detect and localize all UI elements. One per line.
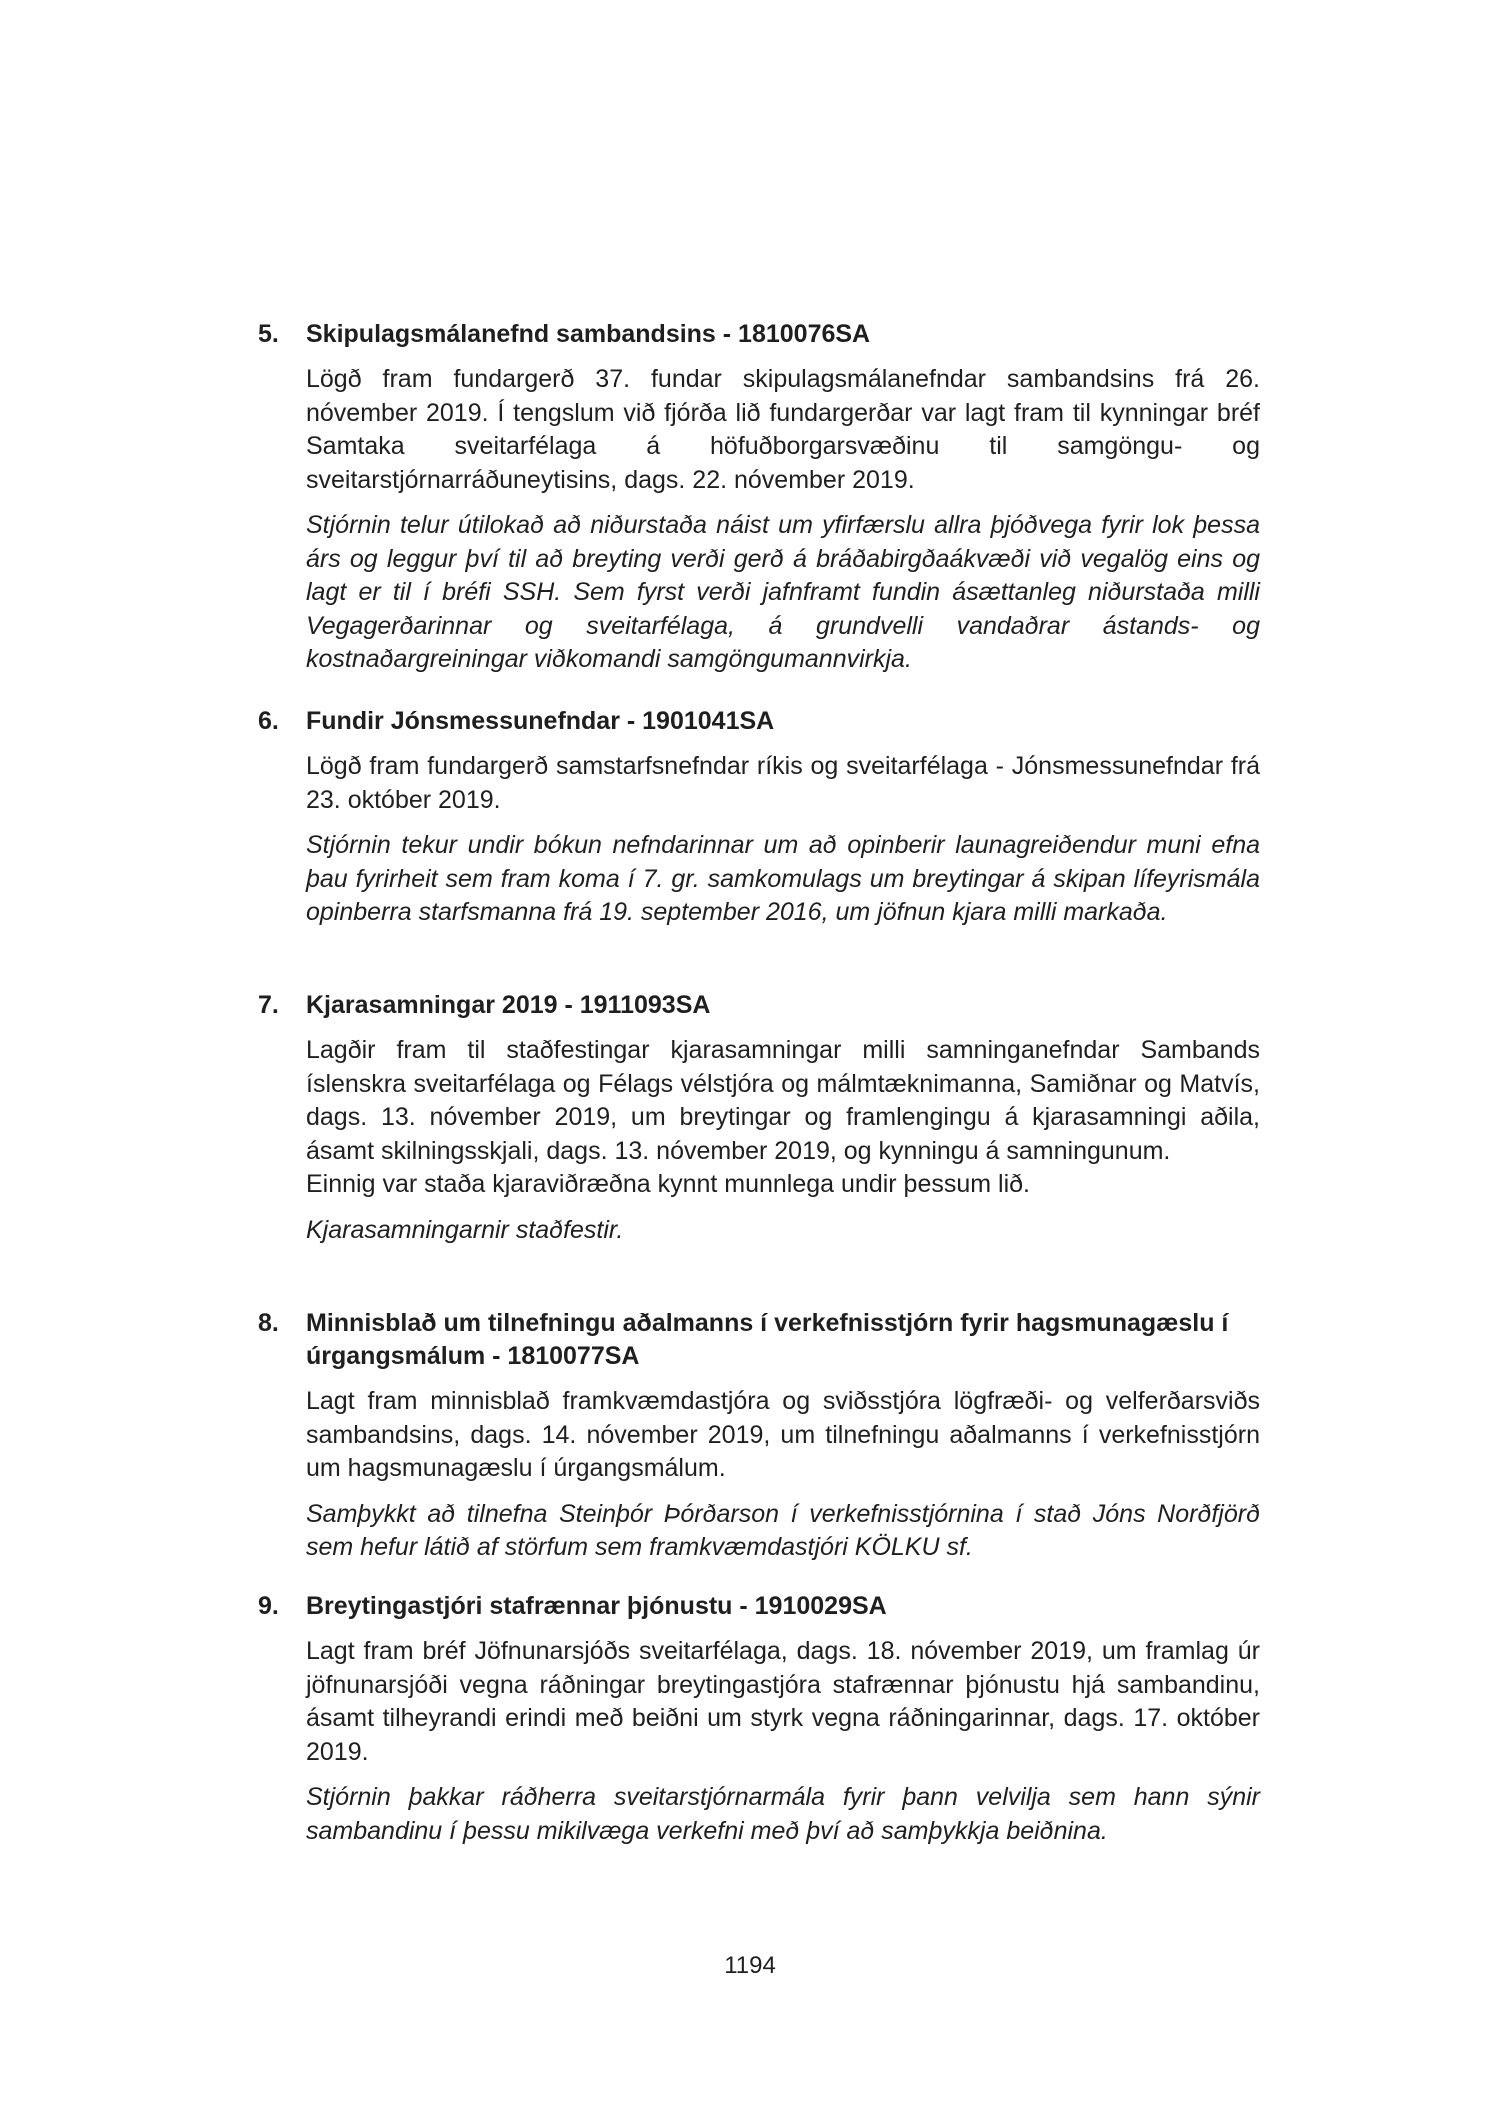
- item-heading: Skipulagsmálanefnd sambandsins - 1810076SA: [306, 320, 871, 348]
- item-body: Lagðir fram til staðfestingar kjarasamningar milli samninganefndar Sambands íslenskra sveitarfélaga og Félags vélstjóra og málmtæknimanna, Samiðnar og Matvís, dags. 13. nóvember 2019, um breytingar og framlengingu á kjarasamningi aðila, ásamt skilningsskjali, dags. 13. nóvember 2019, og kynningu á samningunum.: [306, 1036, 1260, 1165]
- agenda-item-8: [258, 1307, 1260, 1565]
- item-body-extra: Einnig var staða kjaraviðræðna kynnt munnlega undir þessum lið.: [306, 1170, 1030, 1198]
- item-number: 9.: [258, 1592, 279, 1620]
- item-body: Lögð fram fundargerð 37. fundar skipulagsmálanefndar sambandsins frá 26. nóvember 2019. Í tengslum við fjórða lið fundargerðar var lagt fram til kynningar bréf Samtaka sveitarfélaga á höfuðborgarsvæðinu til samgöngu- og sveitarstjórnarráðuneytisins, dags. 22. nóvember 2019.: [306, 365, 1260, 494]
- item-number: 7.: [258, 991, 279, 1019]
- item-body: Lögð fram fundargerð samstarfsnefndar ríkis og sveitarfélaga - Jónsmessunefndar frá 23. október 2019.: [306, 752, 1260, 814]
- item-number: 6.: [258, 707, 279, 735]
- item-decision: Stjórnin telur útilokað að niðurstaða náist um yfirfærslu allra þjóðvega fyrir lok þessa árs og leggur því til að breyting verði gerð á bráðabirgðaákvæði við vegalög eins og lagt er til í bréfi SSH. Sem fyrst verði jafnframt fundin ásættanleg niðurstaða milli Vegagerðarinnar og sveitarfélaga, á grundvelli vandaðrar ástands- og kostnaðargreiningar viðkomandi samgöngumannvirkja.: [306, 511, 1260, 673]
- item-decision: Stjórnin þakkar ráðherra sveitarstjórnarmála fyrir þann velvilja sem hann sýnir sambandinu í þessu mikilvæga verkefni með því að samþykkja beiðnina.: [306, 1783, 1260, 1845]
- item-body: Lagt fram minnisblað framkvæmdastjóra og sviðsstjóra lögfræði- og velferðarsviðs sambandsins, dags. 14. nóvember 2019, um tilnefningu aðalmanns í verkefnisstjórn um hagsmunagæslu í úrgangsmálum.: [306, 1387, 1260, 1482]
- item-heading: Kjarasamningar 2019 - 1911093SA: [306, 991, 711, 1019]
- agenda-item-9: [258, 1590, 1260, 1848]
- item-heading: Breytingastjóri stafrænnar þjónustu - 1910029SA: [306, 1592, 887, 1620]
- agenda-item-6: [258, 705, 1260, 930]
- item-body: Lagt fram bréf Jöfnunarsjóðs sveitarfélaga, dags. 18. nóvember 2019, um framlag úr jöfnunarsjóði vegna ráðningar breytingastjóra stafrænnar þjónustu hjá sambandinu, ásamt tilheyrandi erindi með beiðni um styrk vegna ráðningarinnar, dags. 17. október 2019.: [306, 1637, 1260, 1766]
- item-decision: Stjórnin tekur undir bókun nefndarinnar um að opinberir launagreiðendur muni efna þau fyrirheit sem fram koma í 7. gr. samkomulags um breytingar á skipan lífeyrismála opinberra starfsmanna frá 19. september 2016, um jöfnun kjara milli markaða.: [306, 831, 1260, 926]
- item-heading: Minnisblað um tilnefningu aðalmanns í verkefnisstjórn fyrir hagsmunagæslu í úrgangsmálum - 1810077SA: [306, 1309, 1229, 1370]
- page-number: 1194: [724, 1952, 776, 1979]
- item-number: 8.: [258, 1309, 279, 1337]
- item-heading: Fundir Jónsmessunefndar - 1901041SA: [306, 707, 775, 735]
- item-decision: Kjarasamningarnir staðfestir.: [306, 1215, 624, 1244]
- item-number: 5.: [258, 320, 279, 348]
- agenda-item-7: [258, 989, 1260, 1247]
- agenda-item-5: [258, 318, 1260, 677]
- item-decision: Samþykkt að tilnefna Steinþór Þórðarson í verkefnisstjórnina í stað Jóns Norðfjörð sem hefur látið af störfum sem framkvæmdastjóri KÖLKU sf.: [306, 1499, 1260, 1561]
